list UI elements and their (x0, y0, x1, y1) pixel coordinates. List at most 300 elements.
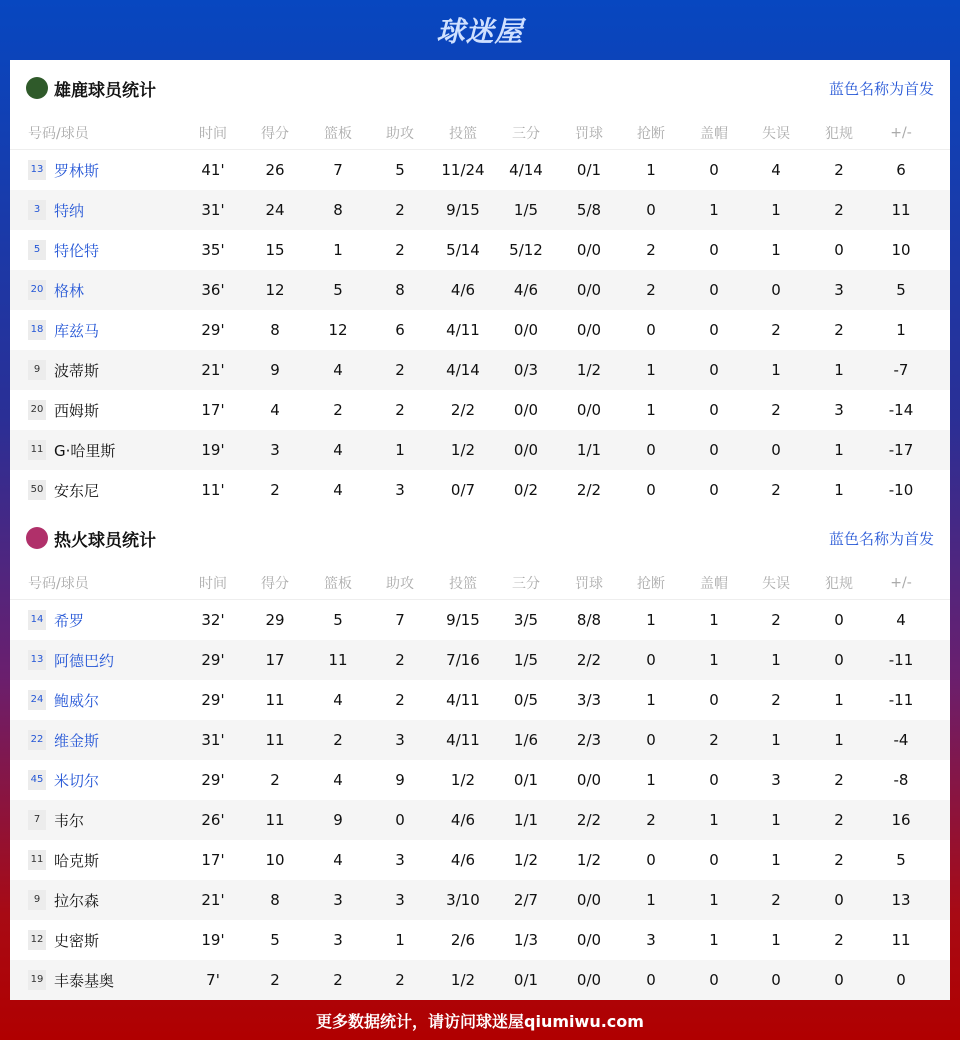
stat-cell: 0 (646, 481, 656, 499)
stat-cell: 2 (395, 201, 405, 219)
player-name[interactable]: 库兹马 (54, 321, 100, 340)
stat-cell: 1 (771, 811, 781, 829)
section-header (10, 510, 950, 566)
stat-cell: 0 (646, 441, 656, 459)
stat-cell: 1/2 (576, 361, 602, 379)
jersey-number: 13 (28, 160, 46, 180)
stat-cell: 4 (333, 851, 343, 869)
column-header: +/- (890, 124, 912, 141)
player-row[interactable] (10, 270, 950, 310)
stat-cell: 5 (333, 281, 343, 299)
stat-cell: 36' (201, 281, 225, 299)
stat-cell: -8 (893, 771, 909, 789)
jersey-number: 12 (28, 930, 46, 950)
stat-cell: 0 (646, 321, 656, 339)
stat-cell: 2/6 (450, 931, 476, 949)
stat-cell: 1 (834, 441, 844, 459)
stat-cell: 1 (646, 161, 656, 179)
player-name[interactable]: 西姆斯 (54, 401, 100, 420)
stat-cell: 9 (395, 771, 405, 789)
stat-cell: 2 (709, 731, 719, 749)
stat-cell: 2/7 (513, 891, 539, 909)
stat-cell: 0 (646, 971, 656, 989)
stat-cell: 0 (709, 441, 719, 459)
player-row[interactable] (10, 150, 950, 190)
column-header: 罚球 (575, 575, 603, 592)
starter-note: 蓝色名称为首发 (828, 529, 934, 548)
jersey-number: 24 (28, 690, 46, 710)
column-header: 盖帽 (700, 575, 728, 592)
stat-cell: 2 (834, 201, 844, 219)
stat-cell: 0/0 (576, 931, 602, 949)
stat-cell: 1 (771, 931, 781, 949)
stat-cell: 1/2 (450, 971, 476, 989)
stat-cell: 29 (265, 611, 285, 629)
stat-cell: 0 (646, 201, 656, 219)
stat-cell: 0 (709, 241, 719, 259)
column-header: 抢断 (637, 575, 665, 592)
stat-cell: 1 (834, 481, 844, 499)
stat-cell: 1 (771, 201, 781, 219)
stat-cell: 11 (265, 811, 285, 829)
player-name[interactable]: 史密斯 (54, 931, 100, 950)
stat-cell: 29' (201, 651, 225, 669)
player-name[interactable]: 格林 (54, 281, 85, 300)
player-name[interactable]: 鲍威尔 (54, 691, 100, 710)
column-header: 三分 (512, 125, 540, 142)
stat-cell: 13 (891, 891, 911, 909)
stat-cell: 1 (896, 321, 906, 339)
player-row[interactable] (10, 800, 950, 840)
stat-cell: -14 (888, 401, 914, 419)
jersey-number: 11 (28, 850, 46, 870)
column-header: 号码/球员 (28, 125, 89, 142)
player-name[interactable]: 丰泰基奥 (54, 971, 115, 990)
stat-cell: 1 (834, 731, 844, 749)
stat-cell: 3 (834, 281, 844, 299)
stat-cell: 2 (395, 651, 405, 669)
stat-cell: 2/2 (576, 651, 602, 669)
stat-cell: 1 (646, 611, 656, 629)
stat-cell: 1 (646, 401, 656, 419)
player-row[interactable] (10, 230, 950, 270)
player-row[interactable] (10, 920, 950, 960)
stat-cell: 4 (333, 441, 343, 459)
stat-cell: 0/0 (576, 281, 602, 299)
player-name[interactable]: 安东尼 (54, 481, 100, 500)
stat-cell: 1 (771, 731, 781, 749)
stat-cell: 0 (834, 891, 844, 909)
column-header: 时间 (199, 125, 227, 142)
stat-cell: 1/5 (513, 201, 539, 219)
site-logo: 球迷屋 (436, 15, 524, 48)
stat-cell: 31' (201, 731, 225, 749)
stat-cell: 19' (201, 931, 225, 949)
stat-cell: 2 (333, 401, 343, 419)
stat-cell: 1 (834, 361, 844, 379)
player-name[interactable]: 波蒂斯 (54, 361, 100, 380)
stat-cell: 1 (646, 891, 656, 909)
player-name[interactable]: 哈克斯 (54, 851, 100, 870)
column-header: 篮板 (324, 125, 352, 142)
player-name[interactable]: G·哈里斯 (54, 441, 116, 460)
stat-cell: 0/0 (576, 241, 602, 259)
stat-cell: 11/24 (441, 161, 485, 179)
player-name[interactable]: 米切尔 (54, 771, 100, 790)
stat-cell: 3 (395, 481, 405, 499)
jersey-number: 11 (28, 440, 46, 460)
table-header (10, 116, 950, 150)
stat-cell: 17 (265, 651, 285, 669)
stat-cell: 0/5 (513, 691, 539, 709)
stat-cell: 12 (265, 281, 285, 299)
stat-cell: 29' (201, 321, 225, 339)
jersey-number: 20 (28, 400, 46, 420)
column-header: 得分 (261, 125, 289, 142)
stat-cell: 5 (270, 931, 280, 949)
column-header: 得分 (261, 575, 289, 592)
stat-cell: 1 (771, 241, 781, 259)
jersey-number: 7 (28, 810, 46, 830)
stat-cell: 2 (270, 971, 280, 989)
stat-cell: 2/3 (576, 731, 602, 749)
jersey-number: 20 (28, 280, 46, 300)
team-logo-icon (26, 77, 48, 99)
stat-cell: 2 (333, 731, 343, 749)
player-row[interactable] (10, 600, 950, 640)
stat-cell: 1/2 (576, 851, 602, 869)
stat-cell: 11 (328, 651, 348, 669)
column-header: 投篮 (449, 125, 477, 142)
jersey-number: 22 (28, 730, 46, 750)
player-row[interactable] (10, 960, 950, 1000)
stat-cell: 31' (201, 201, 225, 219)
stat-cell: 2 (646, 811, 656, 829)
stat-cell: 4/14 (446, 361, 480, 379)
stat-cell: 5 (395, 161, 405, 179)
section-title: 热火球员统计 (54, 530, 156, 551)
stat-cell: 0/7 (450, 481, 476, 499)
stat-cell: 16 (891, 811, 911, 829)
stat-cell: -11 (888, 651, 914, 669)
stat-cell: 1/2 (513, 851, 539, 869)
stat-cell: 2 (834, 931, 844, 949)
stat-cell: 0 (646, 851, 656, 869)
jersey-number: 50 (28, 480, 46, 500)
stat-cell: 4 (333, 691, 343, 709)
player-row[interactable] (10, 310, 950, 350)
jersey-number: 13 (28, 650, 46, 670)
stat-cell: 7 (395, 611, 405, 629)
stat-cell: 0 (709, 771, 719, 789)
stat-cell: 11 (265, 691, 285, 709)
player-row[interactable] (10, 880, 950, 920)
stat-cell: 11 (891, 201, 911, 219)
stat-cell: 1/1 (513, 811, 539, 829)
stat-cell: 29' (201, 691, 225, 709)
stat-cell: 3 (333, 891, 343, 909)
bucks-stats-section (10, 60, 950, 510)
column-header: 三分 (512, 575, 540, 592)
stat-cell: 0/3 (513, 361, 539, 379)
stat-cell: 2 (771, 691, 781, 709)
stat-cell: 5/14 (446, 241, 480, 259)
stat-cell: 2 (395, 401, 405, 419)
stat-cell: -11 (888, 691, 914, 709)
column-header: 犯规 (825, 575, 853, 592)
player-name[interactable]: 特纳 (54, 201, 85, 220)
section-title: 雄鹿球员统计 (54, 80, 156, 101)
stat-cell: 5/12 (509, 241, 543, 259)
stat-cell: 5 (896, 281, 906, 299)
stat-cell: 4/6 (513, 281, 539, 299)
column-header: 助攻 (386, 575, 414, 592)
stat-cell: 26 (265, 161, 285, 179)
stat-cell: 1 (333, 241, 343, 259)
stat-cell: 1 (771, 651, 781, 669)
stat-cell: 0 (896, 971, 906, 989)
column-header: 号码/球员 (28, 575, 89, 592)
stat-cell: 0/2 (513, 481, 539, 499)
player-row[interactable] (10, 760, 950, 800)
stat-cell: 8 (333, 201, 343, 219)
stat-cell: 2 (771, 321, 781, 339)
starter-note: 蓝色名称为首发 (828, 79, 934, 98)
stat-cell: 1 (646, 771, 656, 789)
stat-cell: 5 (333, 611, 343, 629)
stat-cell: 9/15 (446, 201, 480, 219)
stat-cell: 3 (395, 731, 405, 749)
player-name[interactable]: 特伦特 (54, 241, 100, 260)
stat-cell: 2 (270, 481, 280, 499)
stat-cell: 1 (646, 691, 656, 709)
stat-cell: 1/2 (450, 771, 476, 789)
stat-cell: 2 (834, 771, 844, 789)
stat-cell: 5/8 (576, 201, 602, 219)
stat-cell: 9 (270, 361, 280, 379)
stat-cell: 24 (265, 201, 285, 219)
stat-cell: 2 (834, 321, 844, 339)
stat-cell: 2 (333, 971, 343, 989)
stat-cell: 3 (834, 401, 844, 419)
stat-cell: 2 (395, 241, 405, 259)
player-name[interactable]: 韦尔 (54, 811, 85, 830)
stat-cell: -10 (888, 481, 914, 499)
stat-cell: 1/2 (450, 441, 476, 459)
stat-cell: 1/6 (513, 731, 539, 749)
stat-cell: 5 (896, 851, 906, 869)
stat-cell: 8/8 (576, 611, 602, 629)
column-header: 篮板 (324, 575, 352, 592)
stat-cell: 0 (834, 241, 844, 259)
table-header (10, 566, 950, 600)
stat-cell: 0 (709, 161, 719, 179)
stat-cell: 0/1 (576, 161, 602, 179)
stat-cell: 0/1 (513, 971, 539, 989)
stat-cell: 1/1 (576, 441, 602, 459)
player-row[interactable] (10, 720, 950, 760)
stat-cell: 0 (709, 691, 719, 709)
column-header: +/- (890, 574, 912, 591)
stat-cell: 0/0 (513, 441, 539, 459)
stat-cell: 11' (201, 481, 225, 499)
stat-cell: 2 (771, 891, 781, 909)
stat-cell: 0 (709, 361, 719, 379)
player-row[interactable] (10, 190, 950, 230)
stat-cell: 3/10 (446, 891, 480, 909)
stat-cell: 0/0 (513, 321, 539, 339)
jersey-number: 45 (28, 770, 46, 790)
stat-cell: 3/5 (513, 611, 539, 629)
stat-cell: 17' (201, 401, 225, 419)
column-header: 失误 (762, 575, 790, 592)
stat-cell: 4 (333, 771, 343, 789)
stat-cell: 2 (771, 481, 781, 499)
stat-cell: 3 (270, 441, 280, 459)
footer-banner[interactable]: 更多数据统计，请访问球迷屋qiumiwu.com (316, 1011, 644, 1031)
stat-cell: 15 (265, 241, 285, 259)
stat-cell: 1/3 (513, 931, 539, 949)
player-name[interactable]: 罗林斯 (54, 161, 100, 180)
stat-cell: 8 (270, 891, 280, 909)
stat-cell: 4 (771, 161, 781, 179)
stat-cell: 0 (709, 851, 719, 869)
stats-card (10, 60, 950, 1000)
stat-cell: 2 (771, 401, 781, 419)
stat-cell: 10 (891, 241, 911, 259)
stat-cell: 3 (771, 771, 781, 789)
player-row[interactable] (10, 840, 950, 880)
stat-cell: 0 (709, 401, 719, 419)
stat-cell: 21' (201, 891, 225, 909)
stat-cell: 2 (395, 691, 405, 709)
stat-cell: 0 (395, 811, 405, 829)
stat-cell: -7 (893, 361, 909, 379)
stat-cell: 4/11 (446, 731, 480, 749)
stat-cell: 4/6 (450, 811, 476, 829)
heat-stats-section (10, 510, 950, 1000)
stat-cell: 4 (333, 361, 343, 379)
stat-cell: 2/2 (450, 401, 476, 419)
stat-cell: 11 (891, 931, 911, 949)
stat-cell: 1 (709, 201, 719, 219)
stat-cell: 0 (709, 321, 719, 339)
player-row[interactable] (10, 680, 950, 720)
stat-cell: 19' (201, 441, 225, 459)
stat-cell: 1 (709, 611, 719, 629)
stat-cell: 2 (395, 361, 405, 379)
jersey-number: 9 (28, 360, 46, 380)
stat-cell: 3 (395, 891, 405, 909)
stat-cell: 0/1 (513, 771, 539, 789)
stat-cell: 2 (834, 161, 844, 179)
stat-cell: 9 (333, 811, 343, 829)
stat-cell: 0/0 (576, 401, 602, 419)
stat-cell: 0 (834, 971, 844, 989)
stat-cell: 1 (709, 931, 719, 949)
stat-cell: 3 (395, 851, 405, 869)
stat-cell: 1/5 (513, 651, 539, 669)
player-name[interactable]: 希罗 (54, 611, 85, 630)
stat-cell: 7' (206, 971, 220, 989)
stat-cell: 11 (265, 731, 285, 749)
column-header: 投篮 (449, 575, 477, 592)
stat-cell: 4/6 (450, 281, 476, 299)
stat-cell: 2 (834, 811, 844, 829)
stat-cell: 0/0 (576, 321, 602, 339)
stat-cell: 1 (709, 811, 719, 829)
stat-cell: 0 (834, 651, 844, 669)
stat-cell: 4/11 (446, 691, 480, 709)
stat-cell: 1 (771, 361, 781, 379)
stat-cell: 0/0 (576, 971, 602, 989)
player-name[interactable]: 拉尔森 (54, 891, 100, 910)
stat-cell: 1 (395, 931, 405, 949)
jersey-number: 14 (28, 610, 46, 630)
stat-cell: 0 (709, 481, 719, 499)
stat-cell: 17' (201, 851, 225, 869)
stat-cell: 1 (709, 651, 719, 669)
stat-cell: 21' (201, 361, 225, 379)
column-header: 罚球 (575, 125, 603, 142)
stat-cell: 2/2 (576, 481, 602, 499)
stat-cell: 4/11 (446, 321, 480, 339)
stat-cell: 1 (395, 441, 405, 459)
stat-cell: 3/3 (576, 691, 602, 709)
column-header: 盖帽 (700, 125, 728, 142)
stat-cell: 2 (834, 851, 844, 869)
jersey-number: 19 (28, 970, 46, 990)
stat-cell: 2/2 (576, 811, 602, 829)
stat-cell: 32' (201, 611, 225, 629)
stat-cell: 0 (709, 281, 719, 299)
stat-cell: 10 (265, 851, 285, 869)
stat-cell: 4/14 (509, 161, 543, 179)
jersey-number: 9 (28, 890, 46, 910)
stat-cell: 0 (834, 611, 844, 629)
stat-cell: 7 (333, 161, 343, 179)
stat-cell: 3 (646, 931, 656, 949)
player-name[interactable]: 维金斯 (54, 731, 100, 750)
stat-cell: 2 (646, 241, 656, 259)
stat-cell: 7/16 (446, 651, 480, 669)
player-row[interactable] (10, 350, 950, 390)
player-row[interactable] (10, 390, 950, 430)
stat-cell: 35' (201, 241, 225, 259)
stat-cell: 0/0 (576, 891, 602, 909)
team-logo-icon (26, 527, 48, 549)
jersey-number: 5 (28, 240, 46, 260)
stat-cell: 6 (896, 161, 906, 179)
stat-cell: 2 (771, 611, 781, 629)
stat-cell: 12 (328, 321, 348, 339)
column-header: 抢断 (637, 125, 665, 142)
player-row[interactable] (10, 430, 950, 470)
stat-cell: 0/0 (513, 401, 539, 419)
stat-cell: 8 (395, 281, 405, 299)
player-name[interactable]: 阿德巴约 (54, 651, 115, 670)
stat-cell: 2 (395, 971, 405, 989)
jersey-number: 18 (28, 320, 46, 340)
player-row[interactable] (10, 470, 950, 510)
stat-cell: 8 (270, 321, 280, 339)
stat-cell: 1 (646, 361, 656, 379)
stat-cell: 6 (395, 321, 405, 339)
player-row[interactable] (10, 640, 950, 680)
stat-cell: 9/15 (446, 611, 480, 629)
stat-cell: 0 (709, 971, 719, 989)
stat-cell: 1 (771, 851, 781, 869)
